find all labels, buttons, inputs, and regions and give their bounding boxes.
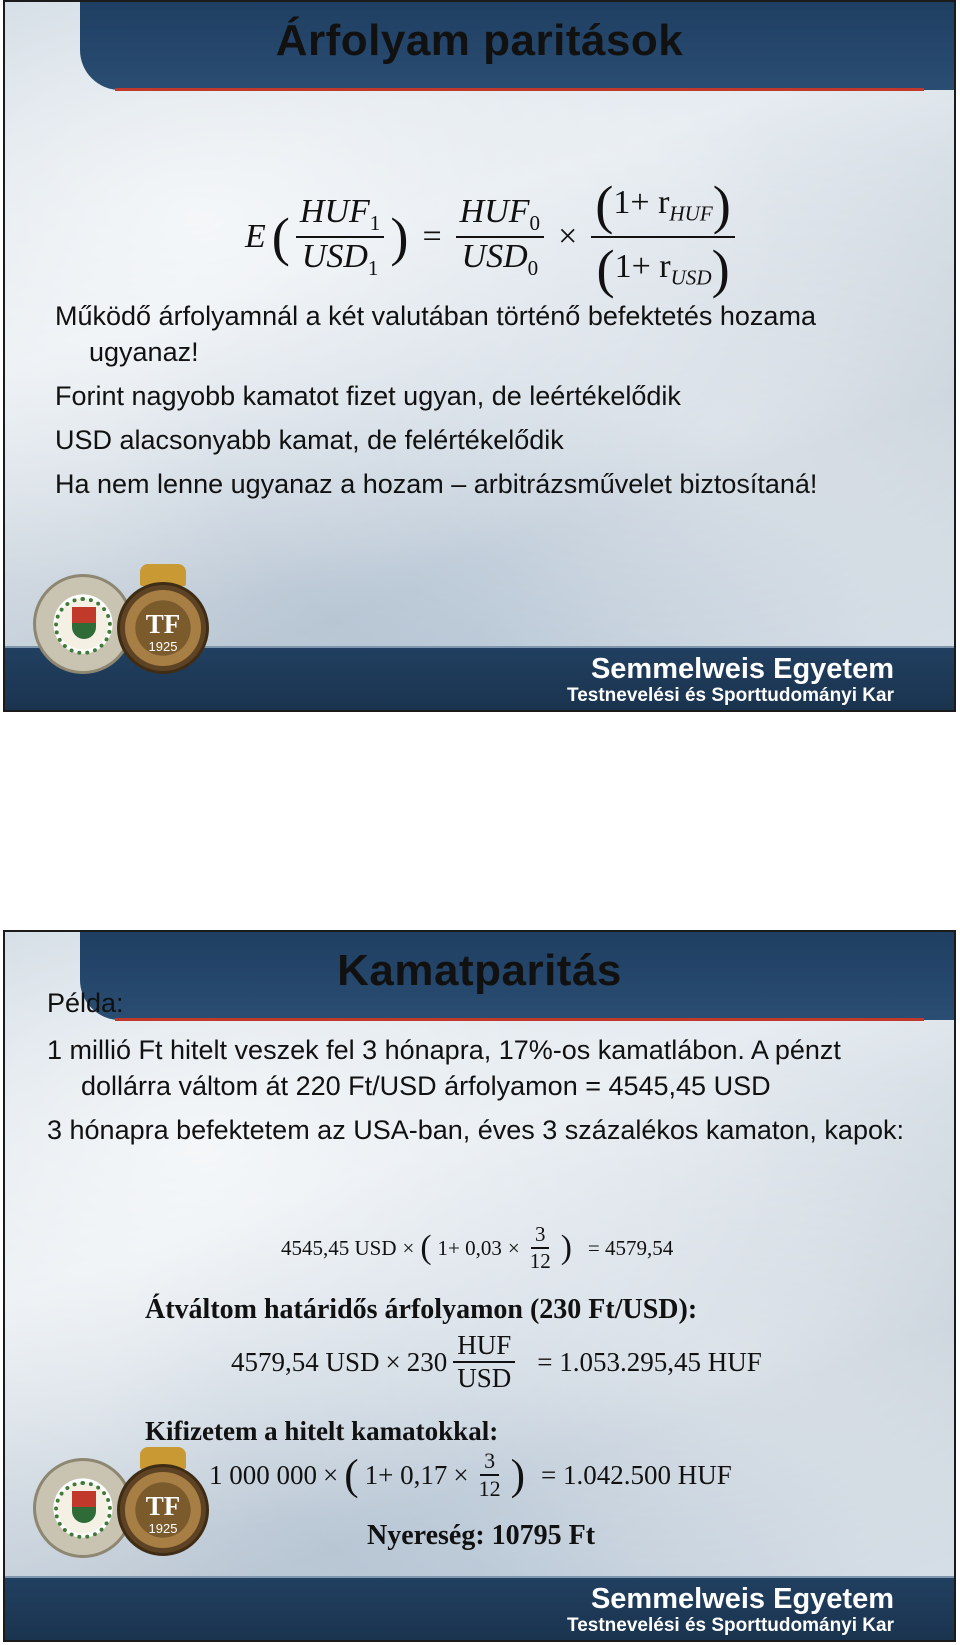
calc2-num: HUF xyxy=(453,1330,515,1363)
bullet-item: Forint nagyobb kamatot fizet ugyan, de leértékelődik xyxy=(55,381,681,411)
formula-lhs-fraction xyxy=(296,193,384,281)
calc2-lead: 4579,54 USD xyxy=(231,1346,380,1377)
calc1-lead: 4545,45 USD xyxy=(281,1235,397,1260)
tf-logo-text: TF xyxy=(145,609,181,639)
bullet-item: 1 millió Ft hitelt veszek fel 3 hónapra, 17%-os kamatlábon. A pénzt dollárra váltom át 220 Ft/USD árfolyamon = 4545,45 USD xyxy=(47,1035,841,1101)
formula-equals: = xyxy=(422,218,442,255)
tf-logo-year: 1925 xyxy=(148,1521,178,1536)
formula-rate-fraction: $\frac{(1+ r_{HUF})}{(1+ r_{USD})}$ xyxy=(591,174,735,300)
calc-loan-repayment: 1 000 000 × ( 1+ 0,17 × $\frac{3}{12}$ ) = 1.042.500 HUF xyxy=(209,1448,732,1501)
formula-lhs-den-sub: 1 xyxy=(367,255,379,280)
calc3-inner: 1+ 0,17 xyxy=(364,1459,448,1490)
calc2-rate: 230 xyxy=(406,1346,448,1377)
formula-lhs-den: USD xyxy=(301,238,368,275)
slide-title: Kamatparitás xyxy=(337,946,622,995)
formula-rhs-fraction xyxy=(456,193,544,281)
formula-rhs-num-sub: 0 xyxy=(529,211,541,235)
formula-rhs-den-sub: 0 xyxy=(527,255,539,280)
slide-title: Árfolyam paritások xyxy=(275,16,684,65)
calc1-inner: 1+ 0,03 xyxy=(437,1235,502,1260)
slide-arfolyam-paritasok xyxy=(3,0,956,712)
formula-times: × xyxy=(558,218,578,255)
formula-lhs-num-sub: 1 xyxy=(369,211,381,235)
calc1-num: 3 xyxy=(531,1222,550,1249)
footer-faculty: Testnevelési és Sporttudományi Kar xyxy=(567,685,894,706)
calc1-result: = 4579,54 xyxy=(587,1235,674,1260)
repay-loan-text: Kifizetem a hitelt kamatokkal: xyxy=(145,1416,499,1446)
formula-lhs-num: HUF xyxy=(299,193,370,231)
footer-faculty: Testnevelési és Sporttudományi Kar xyxy=(567,1615,894,1636)
calc3-lead: 1 000 000 xyxy=(209,1459,317,1490)
forward-exchange-text: Átváltom határidős árfolyamon (230 Ft/USD): xyxy=(145,1294,698,1325)
calc1-den: 12 xyxy=(529,1249,551,1273)
profit-text: Nyereség: 10795 Ft xyxy=(367,1520,596,1551)
parity-formula: E ( $\frac{HUF_1}{USD_1}$ ) = $\frac{HUF_0}{USD_0}$ × $\frac{(1+ r_{HUF})}{(1+ r_{USD})}$ xyxy=(245,174,735,300)
calc-usd-investment: 4545,45 USD × ( 1+ 0,03 × $\frac{3}{12}$ ) = 4579,54 xyxy=(281,1222,674,1273)
tf-logo-year: 1925 xyxy=(148,639,178,654)
tf-logo-text: TF xyxy=(145,1491,181,1521)
slide1-bullets xyxy=(55,298,914,510)
footer-university: Semmelweis Egyetem xyxy=(590,653,894,685)
formula-rate-num-sub: HUF xyxy=(669,201,713,226)
slide-kamatparitas xyxy=(3,930,956,1642)
bullet-item: Működő árfolyamnál a két valutában történő befektetés hozama ugyanaz! xyxy=(55,301,816,367)
calc2-result: = 1.053.295,45 HUF xyxy=(537,1346,762,1377)
bullet-item: 3 hónapra befektetem az USA-ban, éves 3 százalékos kamaton, kapok: xyxy=(47,1115,904,1145)
calc2-den: USD xyxy=(457,1363,512,1393)
bullet-item: USD alacsonyabb kamat, de felértékelődik xyxy=(55,425,564,455)
tf-logo xyxy=(117,582,209,674)
calc3-num: 3 xyxy=(480,1448,499,1476)
formula-rate-den-sub: USD xyxy=(670,265,712,290)
formula-rhs-den: USD xyxy=(461,238,528,275)
calc-huf-conversion: 4579,54 USD × 230 $\frac{\text{HUF}}{\text{USD}}$ = 1.053.295,45 HUF xyxy=(231,1330,762,1393)
title-underline xyxy=(115,1018,924,1021)
calc3-den: 12 xyxy=(478,1476,501,1501)
tf-logo xyxy=(117,1464,209,1556)
calc3-result: = 1.042.500 HUF xyxy=(540,1459,732,1490)
example-label: Példa: xyxy=(47,988,124,1018)
formula-expectation: E xyxy=(245,218,266,255)
formula-rhs-num: HUF xyxy=(459,193,530,231)
bullet-item: Ha nem lenne ugyanaz a hozam – arbitrázsművelet biztosítaná! xyxy=(55,469,818,499)
title-underline xyxy=(115,88,924,91)
formula-rate-num: 1+ r xyxy=(613,183,670,221)
footer-university: Semmelweis Egyetem xyxy=(590,1583,894,1615)
formula-rate-den: 1+ r xyxy=(614,247,671,285)
slide2-bullets xyxy=(47,1032,914,1156)
